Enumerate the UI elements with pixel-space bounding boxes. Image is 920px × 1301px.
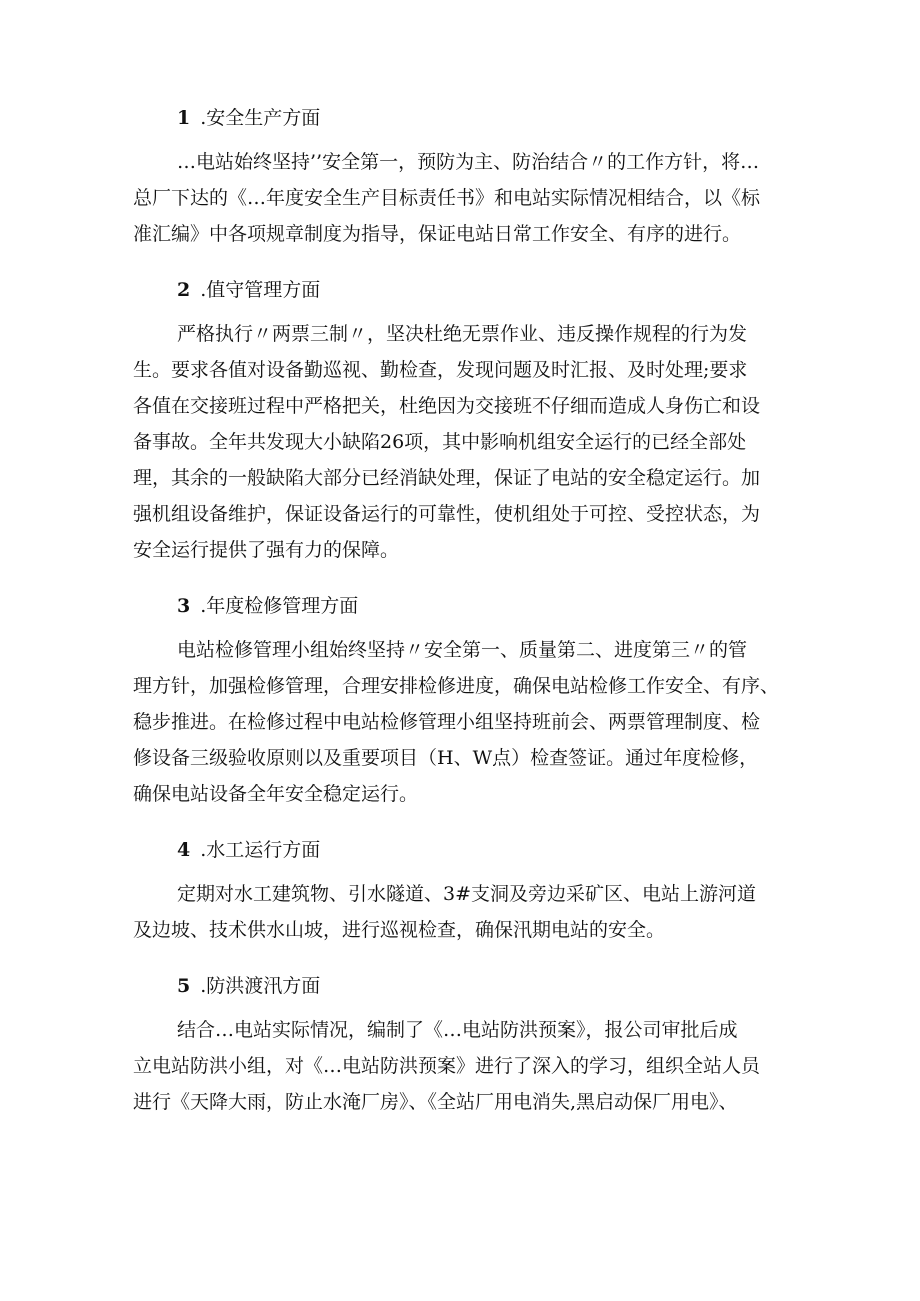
section-title: .安全生产方面: [200, 107, 321, 129]
paragraph-line: 及边坡、技术供水山坡，进行巡视检查，确保汛期电站的安全。: [133, 919, 666, 941]
paragraph-line: 稳步推进。在检修过程中电站检修管理小组坚持班前会、两票管理制度、检: [133, 711, 761, 733]
section-title: .值守管理方面: [200, 279, 321, 301]
paragraph-line: 总厂下达的《…年度安全生产目标责任书》和电站实际情况相结合，以《标: [133, 187, 761, 209]
paragraph-line: 准汇编》中各项规章制度为指导，保证电站日常工作安全、有序的进行。: [133, 223, 742, 245]
section-paragraph: [133, 1012, 795, 1120]
section-heading: [133, 98, 795, 138]
section-heading: [133, 966, 795, 1006]
paragraph-line: 理方针，加强检修管理，合理安排检修进度，确保电站检修工作安全、有序、: [133, 675, 780, 697]
paragraph-line: 严格执行〃两票三制〃，坚决杜绝无票作业、违反操作规程的行为发: [177, 323, 748, 345]
document-body: [133, 98, 795, 1120]
paragraph-line: 生。要求各值对设备勤巡视、勤检查，发现问题及时汇报、及时处理;要求: [133, 359, 748, 381]
section-number: 3: [177, 595, 191, 617]
section-number: 1: [177, 107, 191, 129]
paragraph-line: 立电站防洪小组，对《…电站防洪预案》进行了深入的学习，组织全站人员: [133, 1055, 761, 1077]
section-title: .年度检修管理方面: [200, 595, 359, 617]
section-heading: [133, 270, 795, 310]
paragraph-line: 结合…电站实际情况，编制了《…电站防洪预案》，报公司审批后成: [177, 1019, 738, 1041]
section-paragraph: [133, 144, 795, 252]
section-paragraph: [133, 316, 795, 568]
paragraph-line: 进行《天降大雨，防止水淹厂房》、《全站厂用电消失,黑启动保厂用电》、: [133, 1091, 738, 1113]
paragraph-line: 电站检修管理小组始终坚持〃安全第一、质量第二、进度第三〃的管: [177, 639, 748, 661]
section-title: .水工运行方面: [200, 839, 321, 861]
section-paragraph: [133, 632, 795, 812]
paragraph-line: 理，其余的一般缺陷大部分已经消缺处理，保证了电站的安全稳定运行。加: [133, 467, 761, 489]
section-heading: [133, 586, 795, 626]
paragraph-line: 强机组设备维护，保证设备运行的可靠性，使机组处于可控、受控状态，为: [133, 503, 761, 525]
section-paragraph: [133, 876, 795, 948]
section-title: .防洪渡汛方面: [200, 975, 321, 997]
paragraph-line: 安全运行提供了强有力的保障。: [133, 539, 400, 561]
section-heading: [133, 830, 795, 870]
paragraph-line: 确保电站设备全年安全稳定运行。: [133, 783, 419, 805]
paragraph-line: 备事故。全年共发现大小缺陷26项，其中影响机组安全运行的已经全部处: [133, 431, 747, 453]
section-number: 2: [177, 279, 191, 301]
paragraph-line: 各值在交接班过程中严格把关，杜绝因为交接班不仔细而造成人身伤亡和设: [133, 395, 761, 417]
paragraph-line: 定期对水工建筑物、引水隧道、3#支洞及旁边采矿区、电站上游河道: [177, 883, 757, 905]
section-number: 4: [177, 839, 191, 861]
paragraph-line: …电站始终坚持’’安全第一，预防为主、防治结合〃的工作方针，将…: [177, 151, 760, 173]
paragraph-line: 修设备三级验收原则以及重要项目（H、W点）检查签证。通过年度检修，: [133, 747, 759, 769]
section-number: 5: [177, 975, 191, 997]
